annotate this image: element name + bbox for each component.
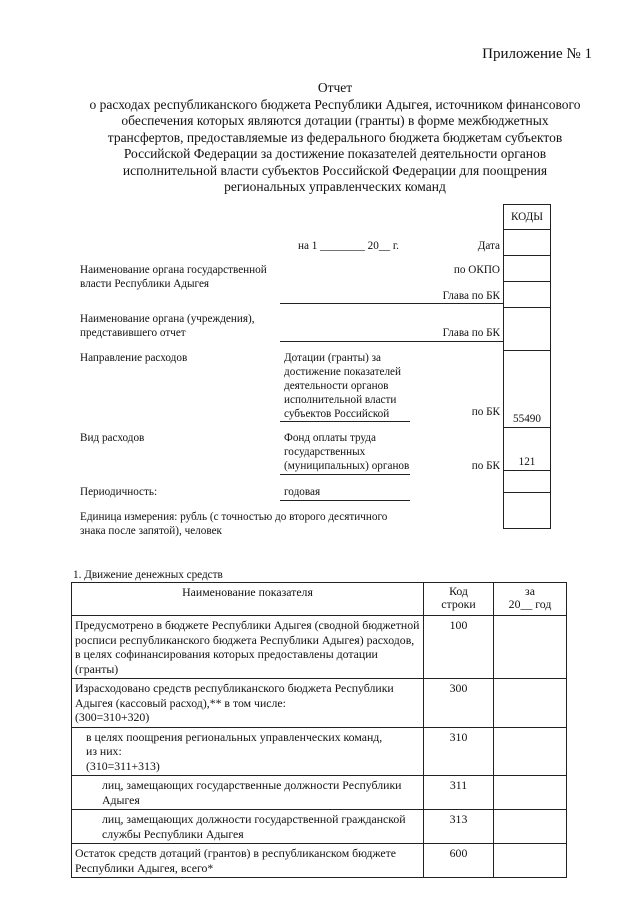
expense-type-label: Вид расходов (80, 432, 145, 444)
title-line: исполнительной власти субъектов Российской Федерации для поощрения (122, 162, 548, 178)
row-name: Остаток средств дотаций (грантов) в республиканском бюджете Республики Адыгея, всего* (72, 844, 424, 878)
periodicity-label: Периодичность: (80, 486, 158, 498)
table-row (72, 844, 567, 878)
direction-underline (280, 421, 410, 422)
title-line: трансфертов, предоставляемые из федерального бюджета бюджетам субъектов (107, 129, 563, 145)
row-code: 300 (424, 679, 494, 728)
date-label: Дата (477, 240, 500, 252)
table-header-row (72, 583, 567, 616)
row-value (494, 679, 567, 728)
glava-label-2: Глава по БК (442, 327, 500, 339)
row-name: в целях поощрения региональных управленческих команд, из них: (310=311+313) (72, 727, 424, 776)
row-code: 313 (424, 810, 494, 844)
direction-value: Дотации (гранты) за достижение показателей деятельности органов исполнительной власти субъектов Российской (284, 352, 401, 420)
codes-table (503, 204, 551, 529)
header-code: Код строки (424, 583, 494, 616)
table-row (72, 616, 567, 679)
row-code: 600 (424, 844, 494, 878)
glava-code-cell-2 (504, 308, 551, 351)
expense-type-underline (280, 474, 410, 475)
okpo-label: по ОКПО (453, 264, 500, 276)
table-row (72, 810, 567, 844)
row-code: 100 (424, 616, 494, 679)
reporting-org-underline (280, 341, 503, 342)
bk-code-cell-2: 121 (504, 428, 551, 471)
row-name: лиц, замещающих должности государственной гражданской службы Республики Адыгея (72, 810, 424, 844)
section-title: 1. Движение денежных средств (73, 569, 223, 581)
glava-label-1: Глава по БК (442, 290, 500, 302)
report-date-line: на 1 ________ 20__ г. (298, 240, 399, 252)
title-line: региональных управленческих команд (224, 179, 446, 194)
periodicity-value: годовая (284, 486, 321, 498)
report-title (40, 80, 630, 196)
title-line: Отчет (317, 80, 353, 95)
table-row (72, 776, 567, 810)
row-name: Израсходовано средств республиканского бюджета Республики Адыгея (кассовый расход),** в том числе: (300=310+320) (72, 679, 424, 728)
org-name-underline (280, 303, 503, 304)
periodicity-code-cell (504, 471, 551, 493)
unit-of-measure: Единица измерения: рубль (с точностью до второго десятичного знака после запятой), человек (80, 511, 388, 537)
row-value (494, 616, 567, 679)
okpo-code-cell (504, 256, 551, 282)
bk-label-2: по БК (471, 460, 500, 472)
expense-type-value: Фонд оплаты труда государственных (муниципальных) органов (284, 432, 410, 472)
bk-label-1: по БК (471, 406, 500, 418)
title-line: Российской Федерации за достижение показателей деятельности органов (123, 146, 547, 161)
header-year: за 20__ год (494, 583, 567, 616)
cash-flow-table (71, 582, 567, 878)
row-name: Предусмотрено в бюджете Республики Адыгея (сводной бюджетной росписи республиканского бюджета Республики Адыгея) расходов, в целях софинансирования которых предоставлены дотации (гранты) (72, 616, 424, 679)
table-row (72, 727, 567, 776)
glava-code-cell-1 (504, 282, 551, 308)
periodicity-underline (280, 500, 410, 501)
direction-label: Направление расходов (80, 352, 188, 364)
row-value (494, 844, 567, 878)
codes-header: КОДЫ (504, 205, 551, 230)
date-code-cell (504, 230, 551, 256)
row-code: 310 (424, 727, 494, 776)
row-name: лиц, замещающих государственные должности Республики Адыгея (72, 776, 424, 810)
bk-code-cell-1: 55490 (504, 351, 551, 428)
row-value (494, 810, 567, 844)
title-line: о расходах республиканского бюджета Республики Адыгея, источником финансового (89, 96, 581, 112)
row-value (494, 776, 567, 810)
table-row (72, 679, 567, 728)
org-name-label: Наименование органа государственной власти Республики Адыгея (80, 264, 267, 290)
title-line: обеспечения которых являются дотации (гранты) в форме межбюджетных (121, 113, 549, 128)
row-code: 311 (424, 776, 494, 810)
header-indicator: Наименование показателя (72, 583, 424, 616)
appendix-label: Приложение № 1 (482, 46, 592, 62)
unit-code-cell (504, 493, 551, 529)
row-value (494, 727, 567, 776)
reporting-org-label: Наименование органа (учреждения), представившего отчет (80, 313, 255, 339)
